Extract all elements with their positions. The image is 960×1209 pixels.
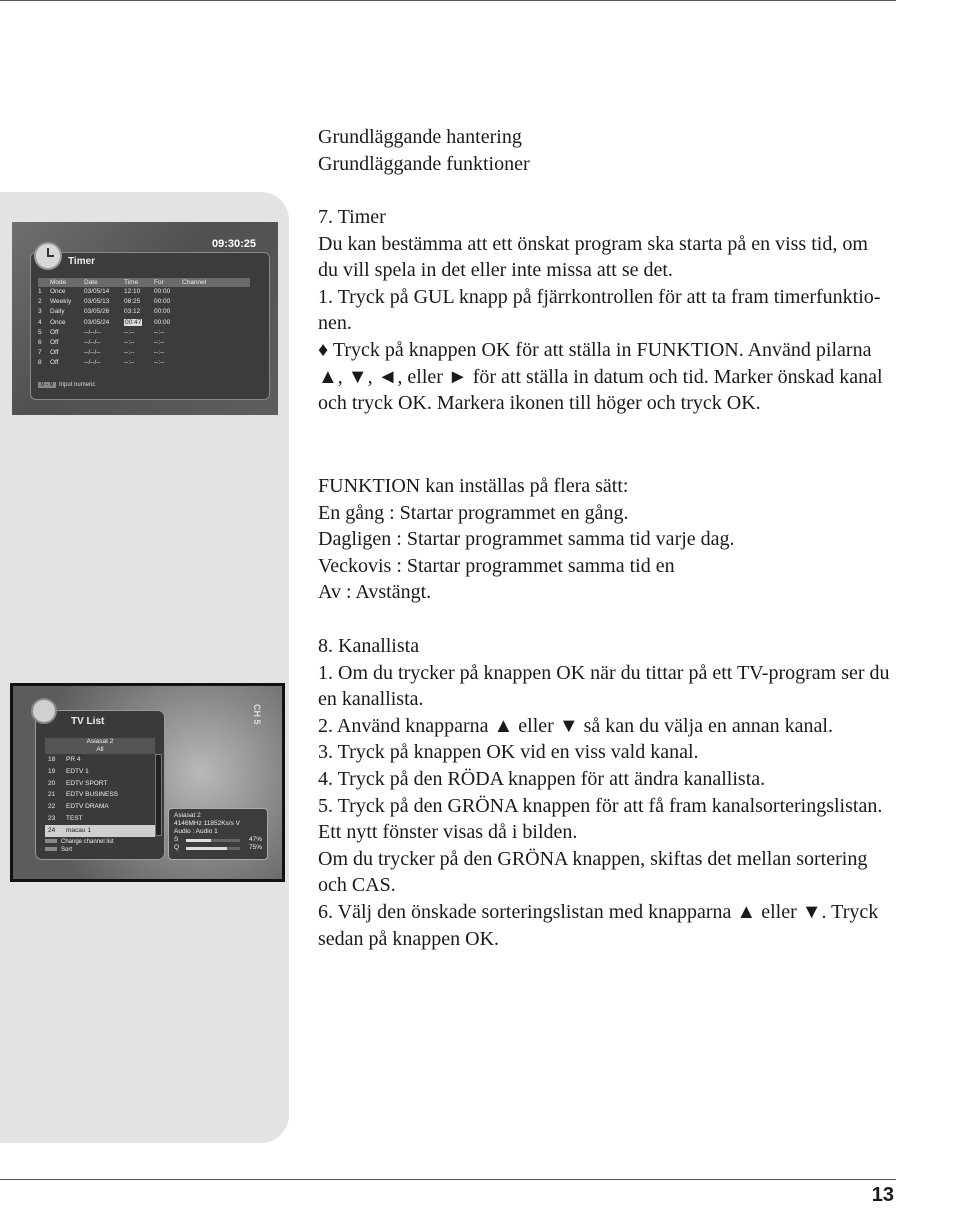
timer-cell-num: 4 [38,318,42,326]
text-line: Av : Avstängt. [318,581,432,604]
timer-cell-num: 7 [38,349,42,357]
channel-name: EDTV 1 [66,767,89,775]
channel-number: 18 [48,756,56,763]
timer-cell-date: 03/05/13 [84,298,110,306]
timer-cell-date: 03/05/14 [84,288,110,295]
text-line: Veckovis : Startar programmet samma tid en [318,554,675,577]
info-frequency: 4146MHz 11852Ks/s V [174,820,240,827]
text-line: ▲, ▼, ◄, eller ► för att ställa in datum och tid. Marker önskad kanal [318,365,883,388]
text-line: Ett nytt fönster visas då i bilden. [318,821,578,844]
timer-cell-channel [182,328,222,338]
quality-meter [174,844,262,852]
header-line: Grundläggande hantering [318,126,522,148]
timer-row[interactable] [38,358,250,368]
timer-cell-mode: Off [50,328,59,336]
text-line: nen. [318,312,352,335]
timer-cell-time: --:-- [124,328,135,336]
timer-cell-date: 03/05/26 [84,308,110,316]
timer-cell-num: 5 [38,328,42,336]
timer-cell-channel [182,307,222,317]
timer-footer [38,382,95,388]
channel-number: 22 [48,803,56,811]
timer-cell-mode: Weekly [50,298,72,306]
column-header: Time [124,279,139,286]
timer-cell-time: --:-- [124,359,135,367]
channel-info-box [168,808,268,860]
channel-name: EDTV SPORT [66,779,108,787]
channel-list [45,738,155,837]
text-line: 4. Tryck på den RÖDA knappen för att ändra kanallista. [318,767,766,790]
info-audio: Audio : Audio 1 [174,828,218,835]
page-header [318,124,958,177]
channel-name: TEST [66,814,83,822]
signal-value: 47% [248,836,262,843]
timer-table-header [38,278,250,287]
column-header: Channel [182,279,207,286]
timer-title: Timer [68,256,96,267]
timer-cell-date: 03/05/24 [84,318,110,326]
timer-cell-for: --:-- [154,359,165,367]
timer-cell-channel [182,287,222,297]
timer-cell-mode: Off [50,359,59,367]
timer-cell-channel [182,358,222,368]
text-line: en kanallista. [318,688,424,711]
timer-cell-time: --:-- [124,349,135,357]
red-key-icon [45,839,57,843]
tvlist-footer [45,838,114,854]
channel-row[interactable] [45,789,155,801]
footer-hint: Change channel list [61,839,114,845]
column-header: For [154,279,164,286]
channel-row[interactable] [45,766,155,778]
text-line: 2. Använd knapparna ▲ eller ▼ så kan du välja en annan kanal. [318,714,833,737]
text-line: ♦ Tryck på knappen OK för att ställa in FUNKTION. Använd pilarna [318,338,872,361]
timer-row[interactable] [38,328,250,338]
timer-cell-num: 3 [38,308,42,316]
info-satellite: Asiasat 2 [174,812,201,819]
signal-meter [174,836,262,844]
timer-cell-time: 12:10 [124,288,141,295]
timer-section [318,204,958,417]
channel-number: 23 [48,814,56,822]
timer-cell-for: --:-- [154,328,165,336]
timer-cell-date: --/--/-- [84,338,101,346]
timer-cell-date: --/--/-- [84,328,101,336]
timer-row[interactable] [38,287,250,297]
footer-hint: Input numeric [59,382,96,388]
timer-cell-for: 00:00 [154,298,171,306]
channel-row[interactable] [45,778,155,790]
channel-row[interactable] [45,754,155,766]
timer-cell-channel [182,297,222,307]
timer-cell-time: --:-- [124,338,135,346]
timer-row[interactable] [38,348,250,358]
text-line: 5. Tryck på den GRÖNA knappen för att få fram kanalsorteringslistan. [318,794,883,817]
timer-cell-num: 1 [38,288,42,295]
function-section [318,473,958,606]
text-line: och tryck OK. Markera ikonen till höger och tryck OK. [318,392,761,415]
text-line: Om du trycker på den GRÖNA knappen, skiftas det mellan sortering [318,847,868,870]
signal-bar-fill [186,839,211,842]
timer-cell-time [124,318,154,328]
channel-name: EDTV DRAMA [66,803,109,811]
text-line: och CAS. [318,874,396,897]
quality-label: Q [174,844,180,851]
header-line: Grundläggande funktioner [318,152,530,175]
timer-cell-time: 08:25 [124,298,141,306]
channel-row[interactable] [45,825,155,837]
text-line: 7. Timer [318,206,386,228]
green-key-icon [45,847,57,851]
channel-number: 24 [48,826,56,834]
footer-hint: Sort [61,847,73,853]
channel-name: EDTV BUSINESS [66,791,119,799]
text-line: 8. Kanallista [318,635,420,657]
page-number: 13 [871,1184,894,1206]
tv-icon [31,698,57,724]
channel-name: PR 4 [66,756,81,763]
channel-number: 20 [48,779,56,787]
timer-cell-for: 00:00 [154,308,171,316]
text-line: Dagligen : Startar programmet samma tid varje dag. [318,528,735,551]
timer-screenshot [12,222,278,415]
channel-number: 19 [48,767,56,775]
timer-cell-num: 2 [38,298,42,306]
timer-row[interactable] [38,318,250,328]
timer-cell-for: 00:00 [154,318,171,326]
channel-list-section [318,633,958,952]
timer-row[interactable] [38,307,250,317]
signal-label: S [174,836,179,843]
text-line: FUNKTION kan inställas på flera sätt: [318,475,629,497]
text-line: du vill spela in det eller inte missa att se det. [318,259,673,282]
timer-row[interactable] [38,297,250,307]
timer-cell-mode: Off [50,349,59,357]
clock-icon [34,242,62,270]
tvlist-title: TV List [71,716,105,727]
channel-row[interactable] [45,801,155,813]
channel-number: 21 [48,791,56,799]
clock-readout: 09:30:25 [211,238,256,250]
channel-list-scrollbar [155,754,162,836]
text-line: 1. Om du trycker på knappen OK när du tittar på ett TV-program ser du [318,661,890,684]
bottom-rule [0,1179,896,1180]
channel-row[interactable] [45,813,155,825]
text-line: sedan på knappen OK. [318,927,500,950]
top-rule [0,0,896,1]
column-header: Date [84,279,98,286]
text-line: 6. Välj den önskade sorteringslistan med knapparna ▲ eller ▼. Tryck [318,900,879,923]
timer-cell-mode: Once [50,288,66,295]
satellite-name: Asiasat 2 [45,738,155,746]
timer-row[interactable] [38,338,250,348]
timer-cell-date: --/--/-- [84,359,101,367]
timer-cell-channel [182,318,222,328]
numeric-key-chip: 0 - 9 [38,382,56,388]
text-line: 1. Tryck på GUL knapp på fjärrkontrollen för att ta fram timerfunktio- [318,285,881,308]
timer-cell-mode: Off [50,338,59,346]
timer-cell-for: --:-- [154,349,165,357]
timer-cell-time: 03:12 [124,308,141,316]
timer-cell-for: --:-- [154,338,165,346]
timer-cell-mode: Once [50,318,66,326]
timer-cell-num: 8 [38,359,42,367]
group-name: All [45,746,155,754]
timer-table [38,278,250,369]
quality-bar-fill [186,847,227,850]
column-header: Mode [50,279,67,286]
text-line: En gång : Startar programmet en gång. [318,501,629,524]
text-line: Du kan bestämma att ett önskat program ska starta på en viss tid, om [318,232,868,255]
text-line: 3. Tryck på knappen OK vid en viss vald kanal. [318,741,699,764]
time-edit-field[interactable]: 00:47 [125,318,142,326]
tvlist-screenshot [10,683,285,882]
timer-cell-for: 00:00 [154,288,171,295]
channel-name: macau 1 [66,826,91,834]
quality-value: 75% [248,844,262,851]
timer-cell-date: --/--/-- [84,349,101,357]
timer-cell-channel [182,338,222,348]
channel-badge: CH 5 [252,704,262,725]
timer-cell-mode: Daily [50,308,65,316]
timer-cell-num: 6 [38,338,42,346]
timer-cell-channel [182,348,222,358]
